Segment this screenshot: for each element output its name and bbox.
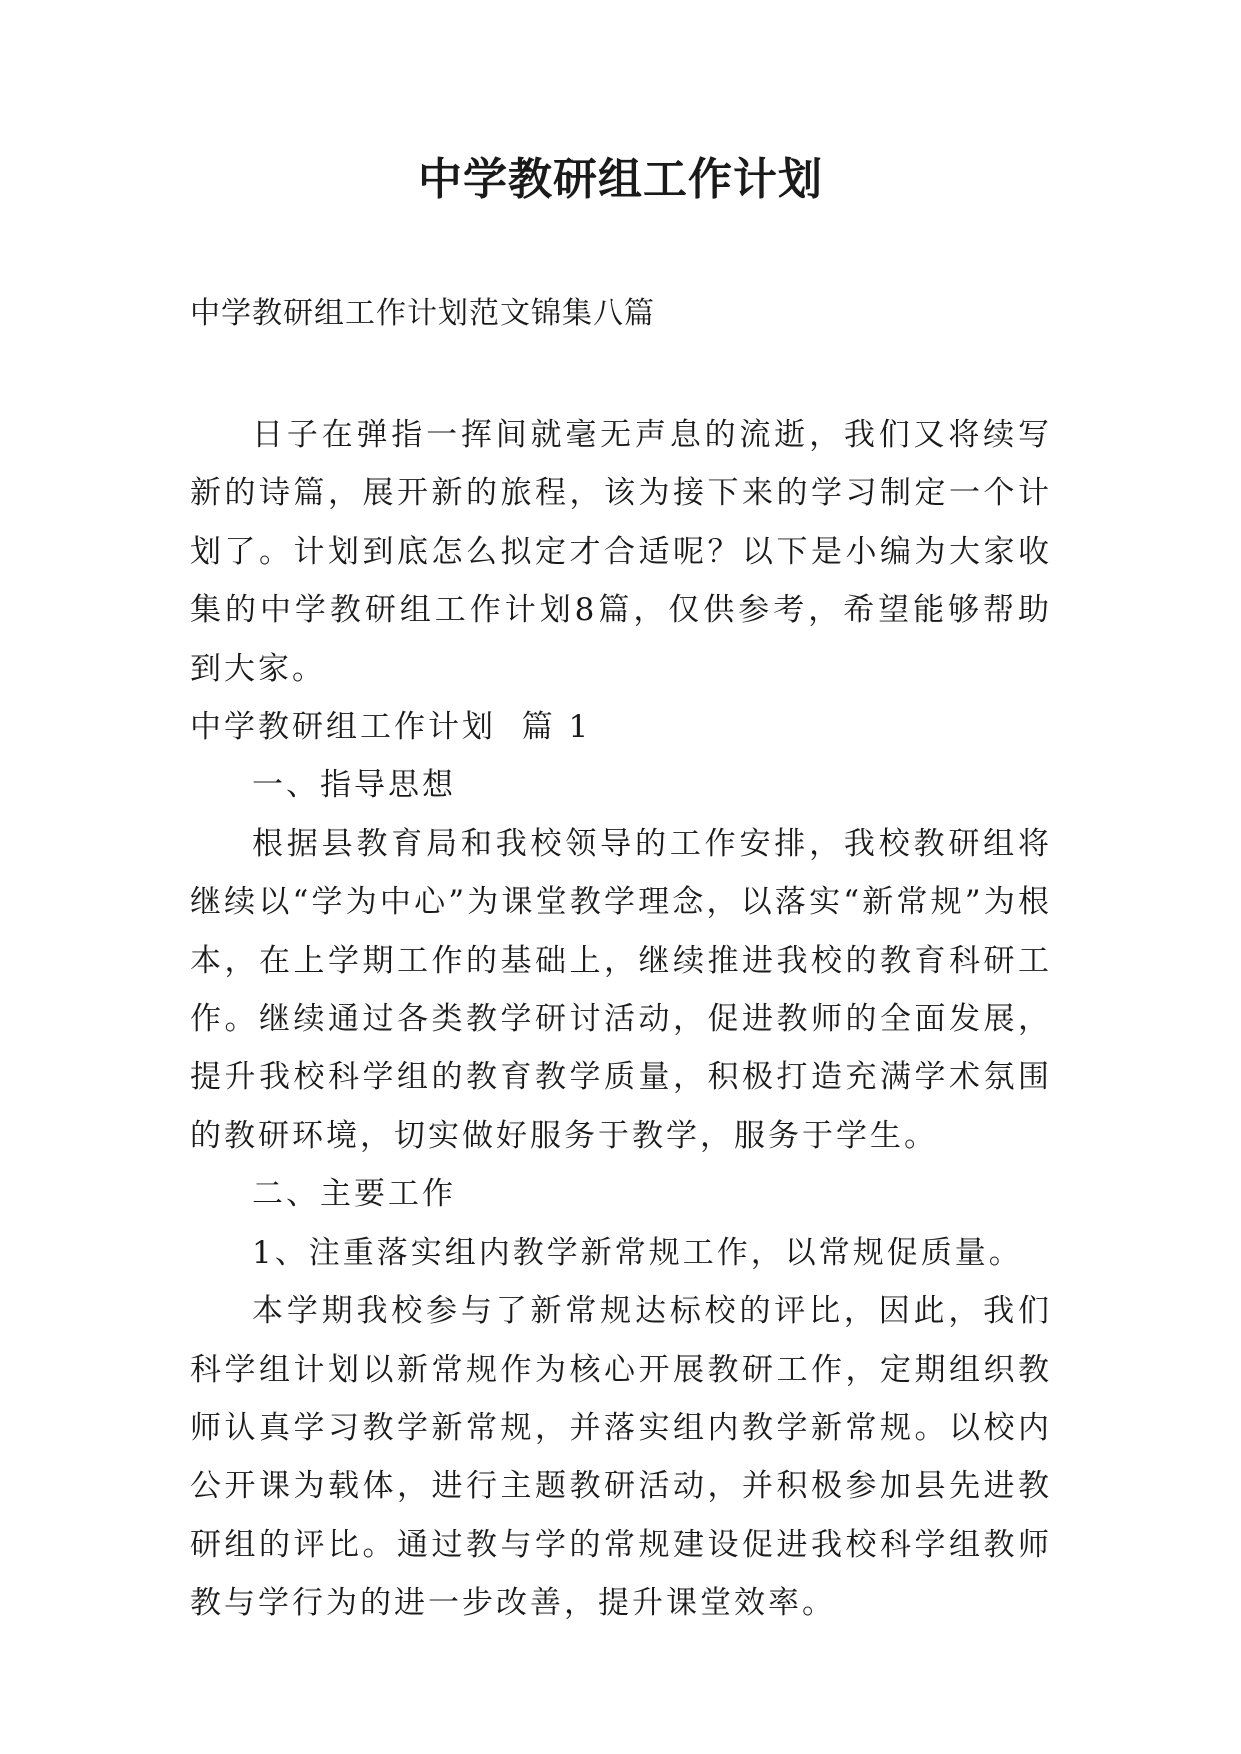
intro-paragraph: 日子在弹指一挥间就毫无声息的流逝，我们又将续写新的诗篇，展开新的旅程，该为接下来的学习制定一个计划了。计划到底怎么拟定才合适呢？以下是小编为大家收集的中学教研组工作计划8篇，仅供参考，希望能够帮助到大家。 xyxy=(190,417,1052,687)
document-title: 中学教研组工作计划 xyxy=(418,154,823,205)
section-title: 中学教研组工作计划 篇 1 xyxy=(190,709,592,746)
document-subtitle: 中学教研组工作计划范文锦集八篇 xyxy=(190,296,655,331)
document-body xyxy=(190,406,1052,1633)
guiding-ideology-paragraph: 根据县教育局和我校领导的工作安排，我校教研组将继续以“学为中心”为课堂教学理念，以落实“新常规”为根本，在上学期工作的基础上，继续推进我校的教育科研工作。继续通过各类教学研讨活动，促进教师的全面发展，提升我校科学组的教育教学质量，积极打造充满学术氛围的教研环境，切实做好服务于教学，服务于学生。 xyxy=(190,825,1052,1154)
main-work-item-1: 1、注重落实组内教学新常规工作，以常规促质量。 xyxy=(252,1234,1023,1271)
heading-guiding-ideology: 一、指导思想 xyxy=(252,767,456,804)
main-work-paragraph: 本学期我校参与了新常规达标校的评比，因此，我们科学组计划以新常规作为核心开展教研工作，定期组织教师认真学习教学新常规，并落实组内教学新常规。以校内公开课为载体，进行主题教研活动，并积极参加县先进教研组的评比。通过教与学的常规建设促进我校科学组教师教与学行为的进一步改善，提升课堂效率。 xyxy=(190,1293,1052,1622)
heading-main-work: 二、主要工作 xyxy=(252,1176,456,1213)
